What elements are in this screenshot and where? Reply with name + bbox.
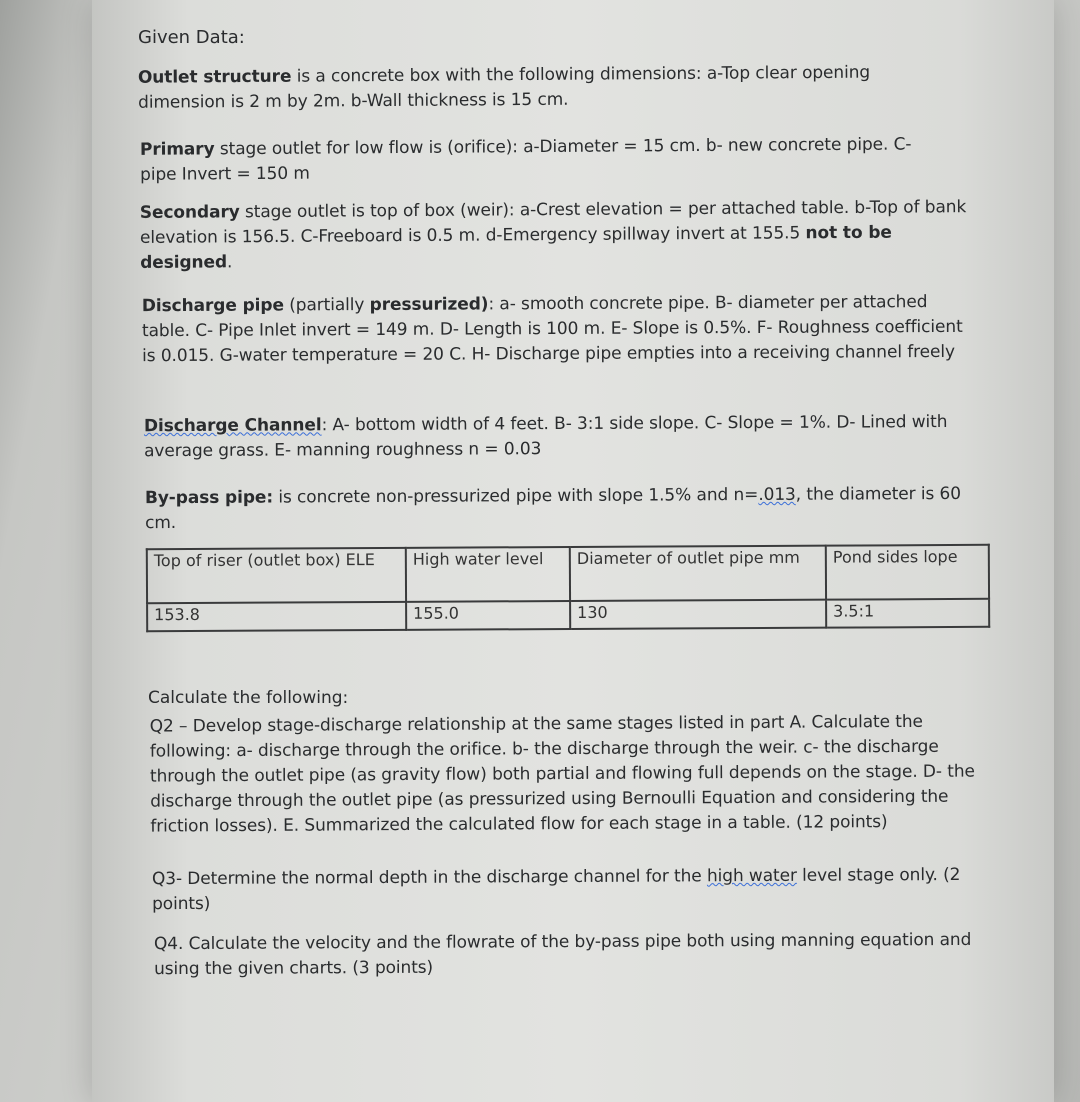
primary-stage-label: Primary [139,139,215,160]
discharge-pipe-label: Discharge pipe [141,295,284,317]
bypass-pipe-n-value: .013 [758,484,796,505]
question-2: Q2 – Develop stage-discharge relationship at the same stages listed in part A. Calculate the following: a- discharge through the orifice. b- the discharge through the weir. c- the discharge through the outlet pipe (as gravity flow) both partial and flowing full depends on the stage. D- the discharge through the outlet pipe (as pressurized using Bernoulli Equation and considering the friction losses). E. Summarized the calculated flow for each stage in a table. (12 points) [149,711,975,837]
table-value-cell: 155.0 [406,601,570,630]
bypass-pipe-text-b: , the diameter is 60 cm. [145,483,961,534]
table-value-cell: 3.5:1 [826,599,989,628]
table-header-cell: Pond sides lope [826,545,989,600]
given-data-heading: Given Data: [138,27,245,48]
question-3-text-b: level stage only. (2 points) [152,864,961,915]
bypass-pipe-text-a: is concrete non-pressurized pipe with slope 1.5% and n= [272,484,759,508]
bypass-pipe-paragraph [145,482,975,536]
table-header-cell: High water level [406,547,570,602]
table-value-cell: 130 [570,600,826,629]
table-header-cell: Diameter of outlet pipe mm [570,546,826,601]
table-header-cell: Top of riser (outlet box) ELE [147,548,406,603]
discharge-pipe-qualifier-bold: pressurized) [369,294,489,315]
secondary-stage-label: Secondary [139,202,240,223]
question-3-highlight: high water [706,865,797,887]
question-3-text-a: Q3- Determine the normal depth in the discharge channel for the [151,866,707,890]
secondary-stage-emphasis: not to be designed [140,222,892,273]
discharge-pipe-paragraph [142,290,972,369]
secondary-stage-end: . [226,252,233,273]
discharge-channel-paragraph [144,410,984,464]
outlet-structure-paragraph [138,60,918,115]
bypass-pipe-label: By-pass pipe: [144,487,274,509]
outlet-structure-text: is a concrete box with the following dimensions: a-Top clear opening dimension is 2 m by 2m. b-Wall thickness is 15 cm. [138,62,871,113]
discharge-channel-label: Discharge Channel [143,415,322,437]
given-data-table [146,544,990,632]
question-3 [152,863,987,917]
primary-stage-text: stage outlet for low flow is (orifice): a-Diameter = 15 cm. b- new concrete pipe. C- pipe Invert = 150 m [140,134,912,185]
discharge-pipe-qualifier: (partially [283,294,370,316]
calculate-heading: Calculate the following: [148,688,349,708]
discharge-channel-text: : A- bottom width of 4 feet. B- 3:1 side slope. C- Slope = 1%. D- Lined with average grass. E- manning roughness n = 0.03 [144,411,948,462]
discharge-pipe-text: : a- smooth concrete pipe. B- diameter per attached table. C- Pipe Inlet invert = 149 m. D- Length is 100 m. E- Slope is 0.5%. F- Roughness coefficient is 0.015. G-water temperature = 20 C. H- Discharge pipe empties into a receiving channel freely [141,292,963,367]
question-4: Q4. Calculate the velocity and the flowrate of the by-pass pipe both using manning equation and using the given charts. (3 points) [153,929,972,980]
table-header-row [147,545,989,603]
outlet-structure-label: Outlet structure [137,66,292,88]
secondary-stage-text: stage outlet is top of box (weir): a-Crest elevation = per attached table. b-Top of bank elevation is 156.5. C-Freeboard is 0.5 m. d-Emergency spillway invert at 155.5 [139,197,967,248]
secondary-stage-paragraph [140,195,981,276]
primary-stage-paragraph [140,132,950,188]
table-value-row [147,599,989,631]
table-value-cell: 153.8 [147,602,406,631]
